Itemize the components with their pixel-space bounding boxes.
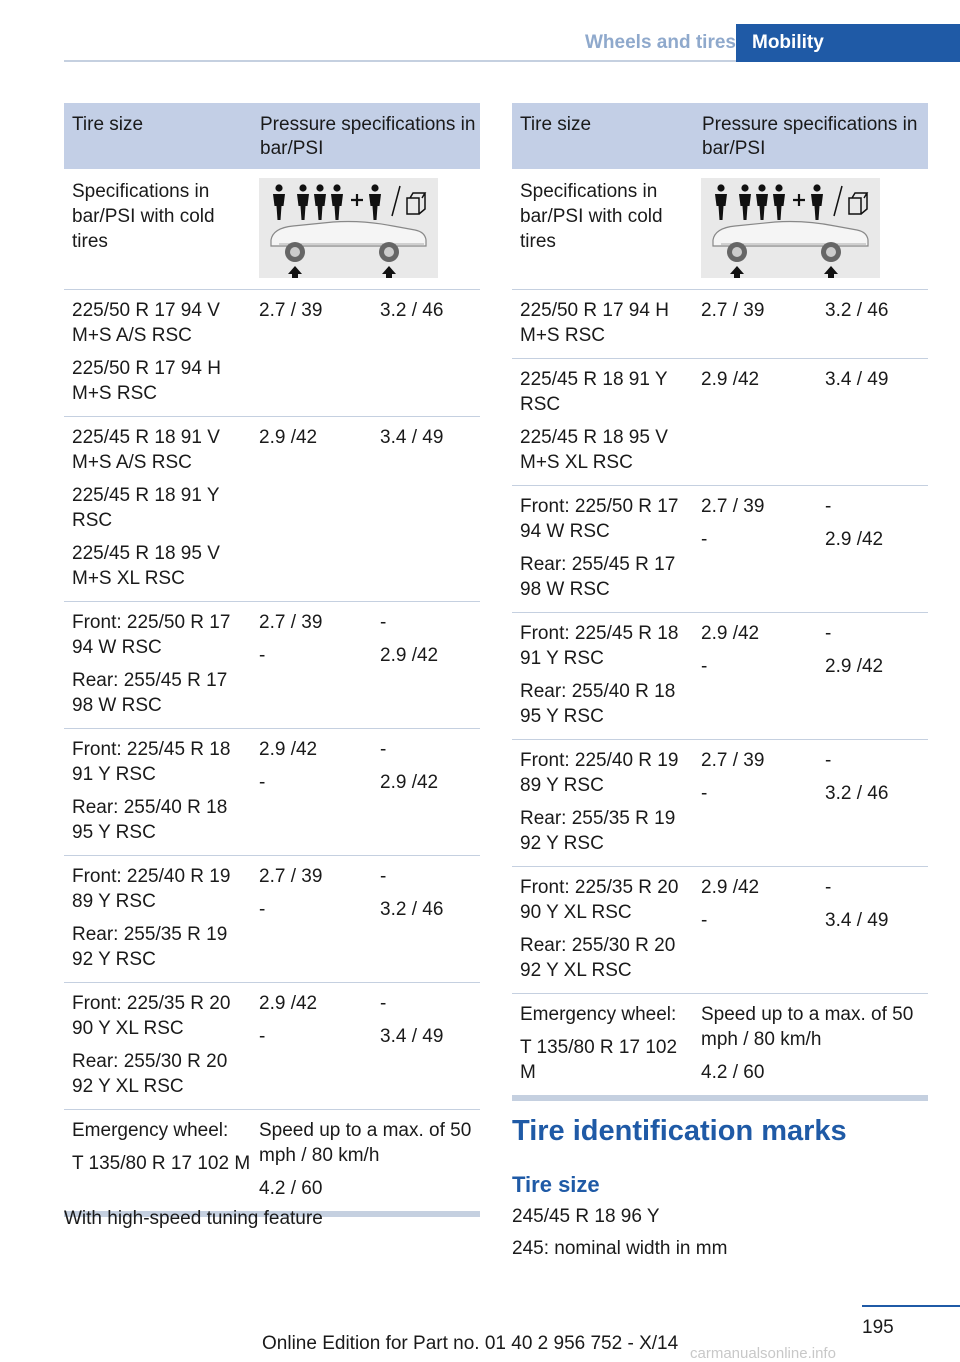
tire-size-explanation: 245: nominal width in mm: [512, 1238, 728, 1259]
tire-size-entry: Front: 225/40 R 19 89 Y RSC: [72, 866, 231, 912]
pressure-partial-load: -: [701, 783, 708, 804]
pressure-partial-load: -: [701, 656, 708, 677]
table-row: [512, 359, 928, 486]
tire-size-entry: Front: 225/45 R 18 91 Y RSC: [72, 739, 231, 785]
tire-size-entry: Rear: 255/40 R 18 95 Y RSC: [72, 797, 228, 843]
table-row: [64, 856, 480, 983]
tire-pressure-table-right: [512, 103, 928, 1101]
tire-size-entry: 225/45 R 18 91 Y RSC: [72, 485, 220, 531]
tire-size-entry: Front: 225/50 R 17 94 W RSC: [72, 612, 231, 658]
tire-size-entry: Rear: 255/30 R 20 92 Y XL RSC: [72, 1051, 228, 1097]
emergency-wheel-label: Emergency wheel:: [72, 1120, 229, 1141]
pressure-partial-load: 2.7 / 39: [701, 300, 765, 321]
pressure-partial-load: 2.9 /42: [259, 993, 318, 1014]
pressure-partial-load: -: [259, 772, 266, 793]
footer-rule: [862, 1305, 960, 1307]
watermark: carmanualsonline.info: [690, 1345, 836, 1362]
pressure-partial-load: -: [259, 899, 266, 920]
tire-size-entry: Front: 225/35 R 20 90 Y XL RSC: [72, 993, 231, 1039]
pressure-partial-load: 2.7 / 39: [701, 496, 765, 517]
specifications-label: Specifications in bar/PSI with cold tires: [520, 181, 663, 252]
tire-size-entry: 225/45 R 18 95 V M+S XL RSC: [72, 543, 220, 589]
pressure-full-load: 3.2 / 46: [380, 300, 444, 321]
header-pressure: Pressure specifications in bar/PSI: [702, 114, 918, 159]
tire-size-entry: Rear: 255/35 R 19 92 Y RSC: [520, 808, 676, 854]
pressure-full-load: 3.4 / 49: [825, 910, 889, 931]
header-tire-size: Tire size: [72, 114, 144, 135]
table-row: [512, 740, 928, 867]
tire-size-entry: Rear: 255/35 R 19 92 Y RSC: [72, 924, 228, 970]
tire-size-entry: 225/45 R 18 91 Y RSC: [520, 369, 668, 415]
tire-size-entry: Rear: 255/40 R 18 95 Y RSC: [520, 681, 676, 727]
table-row: [64, 729, 480, 856]
table-caption: With high-speed tuning feature: [64, 1208, 323, 1229]
pressure-full-load: -: [380, 739, 387, 760]
page-header: [64, 24, 960, 62]
pressure-partial-load: 2.7 / 39: [701, 750, 765, 771]
pressure-full-load: -: [380, 993, 387, 1014]
pressure-full-load: 2.9 /42: [380, 772, 439, 793]
table-row: [512, 867, 928, 994]
tire-size-entry: Front: 225/50 R 17 94 W RSC: [520, 496, 679, 542]
emergency-wheel-row: [64, 1110, 480, 1212]
pressure-partial-load: -: [701, 529, 708, 550]
tire-size-entry: Front: 225/35 R 20 90 Y XL RSC: [520, 877, 679, 923]
pressure-partial-load: -: [259, 1026, 266, 1047]
edition-text: Online Edition for Part no. 01 40 2 956 752 - X/14: [262, 1333, 679, 1354]
specifications-row: [512, 169, 928, 290]
pressure-partial-load: 2.7 / 39: [259, 612, 323, 633]
table-end-rule: [512, 1096, 928, 1101]
tire-size-entry: Rear: 255/45 R 17 98 W RSC: [72, 670, 228, 716]
tire-size-entry: 225/50 R 17 94 H M+S RSC: [520, 300, 669, 346]
pressure-partial-load: 2.9 /42: [259, 427, 318, 448]
pressure-partial-load: 2.9 /42: [701, 369, 760, 390]
section-subtitle: Tire size: [512, 1172, 600, 1197]
emergency-speed-limit: Speed up to a max. of 50 mph / 80 km/h: [701, 1004, 914, 1050]
emergency-wheel-size: T 135/80 R 17 102 M: [72, 1153, 251, 1174]
table-row: [64, 602, 480, 729]
pressure-full-load: 3.2 / 46: [825, 783, 889, 804]
pressure-partial-load: 2.7 / 39: [259, 866, 323, 887]
pressure-partial-load: -: [259, 645, 266, 666]
tire-size-entry: Rear: 255/45 R 17 98 W RSC: [520, 554, 676, 600]
pressure-full-load: 2.9 /42: [825, 656, 884, 677]
passenger-load-icon: [701, 178, 880, 278]
emergency-pressure: 4.2 / 60: [259, 1178, 323, 1199]
emergency-wheel-row: [512, 994, 928, 1096]
pressure-full-load: 3.2 / 46: [380, 899, 444, 920]
tire-size-entry: Rear: 255/30 R 20 92 Y XL RSC: [520, 935, 676, 981]
emergency-speed-limit: Speed up to a max. of 50 mph / 80 km/h: [259, 1120, 472, 1166]
pressure-full-load: -: [825, 623, 832, 644]
table-header: [64, 103, 480, 169]
table-row: [64, 290, 480, 417]
pressure-partial-load: 2.7 / 39: [259, 300, 323, 321]
tire-size-entry: 225/50 R 17 94 H M+S RSC: [72, 358, 221, 404]
pressure-full-load: 2.9 /42: [825, 529, 884, 550]
tire-size-entry: 225/45 R 18 95 V M+S XL RSC: [520, 427, 668, 473]
tire-size-entry: Front: 225/45 R 18 91 Y RSC: [520, 623, 679, 669]
header-section-title: Wheels and tires: [585, 32, 736, 53]
pressure-partial-load: 2.9 /42: [701, 623, 760, 644]
header-pressure: Pressure specifications in bar/PSI: [260, 114, 476, 159]
tire-size-entry: Front: 225/40 R 19 89 Y RSC: [520, 750, 679, 796]
table-row: [512, 613, 928, 740]
pressure-full-load: 3.2 / 46: [825, 300, 889, 321]
pressure-full-load: 3.4 / 49: [380, 1026, 444, 1047]
specifications-row: [64, 169, 480, 290]
pressure-partial-load: 2.9 /42: [259, 739, 318, 760]
section-title: Tire identification marks: [512, 1115, 847, 1147]
pressure-full-load: -: [380, 866, 387, 887]
tire-size-example: 245/45 R 18 96 Y: [512, 1206, 660, 1227]
header-chapter-tab: Mobility: [736, 24, 960, 62]
specifications-label: Specifications in bar/PSI with cold tires: [72, 181, 215, 252]
table-row: [64, 983, 480, 1110]
table-row: [64, 417, 480, 602]
table-row: [512, 290, 928, 359]
table-row: [512, 486, 928, 613]
pressure-full-load: 2.9 /42: [380, 645, 439, 666]
tire-pressure-table-left: [64, 103, 480, 1217]
pressure-full-load: -: [825, 750, 832, 771]
pressure-full-load: -: [825, 877, 832, 898]
emergency-wheel-size: T 135/80 R 17 102 M: [520, 1037, 678, 1083]
emergency-pressure: 4.2 / 60: [701, 1062, 765, 1083]
pressure-partial-load: -: [701, 910, 708, 931]
tire-size-entry: 225/45 R 18 91 V M+S A/S RSC: [72, 427, 220, 473]
pressure-full-load: 3.4 / 49: [380, 427, 444, 448]
header-tire-size: Tire size: [520, 114, 592, 135]
table-header: [512, 103, 928, 169]
tire-size-entry: 225/50 R 17 94 V M+S A/S RSC: [72, 300, 220, 346]
emergency-wheel-label: Emergency wheel:: [520, 1004, 677, 1025]
page-number: 195: [862, 1317, 894, 1338]
pressure-full-load: -: [380, 612, 387, 633]
passenger-load-icon: [259, 178, 438, 278]
pressure-partial-load: 2.9 /42: [701, 877, 760, 898]
pressure-full-load: -: [825, 496, 832, 517]
pressure-full-load: 3.4 / 49: [825, 369, 889, 390]
